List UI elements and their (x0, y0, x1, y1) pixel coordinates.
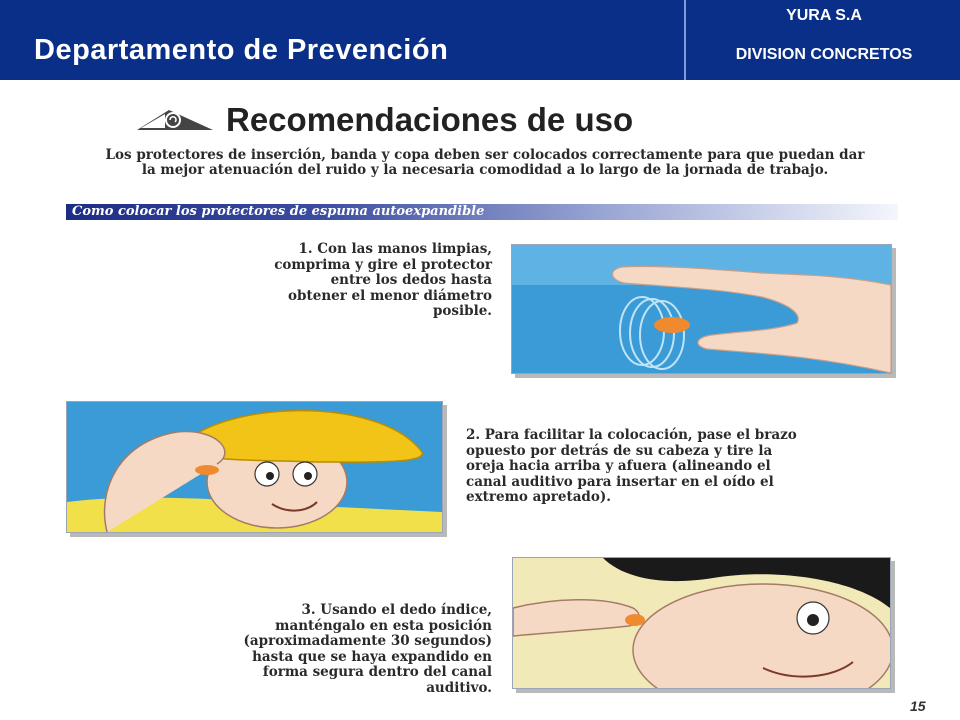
step-3-text (240, 603, 492, 697)
ear-logo-icon (135, 108, 215, 132)
page-title: Departamento de Prevención (34, 34, 449, 66)
instruction-band (66, 204, 898, 220)
step-2-description: Para facilitar la colocación, pase el brazo opuesto por detrás de su cabeza y tire la oreja hacia arriba y afuera (alineando el canal auditivo para insertar en el oído el extremo apretado). (466, 427, 797, 506)
hand-compressing-earplug-image (512, 245, 891, 373)
division-name: DIVISION CONCRETOS (735, 46, 913, 63)
page-number: 15 (910, 698, 926, 714)
instruction-band-label: Como colocar los protectores de espuma autoexpandible (72, 204, 485, 219)
section-title: Recomendaciones de uso (226, 101, 634, 138)
step-2-text (466, 428, 806, 506)
worker-inserting-earplug-image (513, 558, 890, 688)
step-3-description: Usando el dedo índice, manténgalo en esta posición (aproximadamente 30 segundos) hasta que se haya expandido en forma segura dentro del canal auditivo. (243, 602, 492, 696)
header-bar (0, 0, 960, 80)
company-box (684, 0, 960, 80)
step-1-illustration (511, 244, 892, 374)
step-1-text (270, 242, 492, 320)
step-2-illustration (66, 401, 443, 533)
intro-paragraph: Los protectores de inserción, banda y copa deben ser colocados correctamente para que puedan dar la mejor atenuación del ruido y la necesaria comodidad a lo largo de la jornada de trabajo. (105, 147, 865, 178)
company-name: YURA S.A (786, 7, 862, 24)
step-2-number: 2. (466, 427, 481, 443)
step-1-number: 1. (298, 241, 313, 257)
worker-pulling-ear-image (67, 402, 442, 532)
step-1-description: Con las manos limpias, comprima y gire el protector entre los dedos hasta obtener el menor diámetro posible. (274, 241, 492, 320)
step-3-number: 3. (301, 602, 316, 618)
step-3-illustration (512, 557, 891, 689)
